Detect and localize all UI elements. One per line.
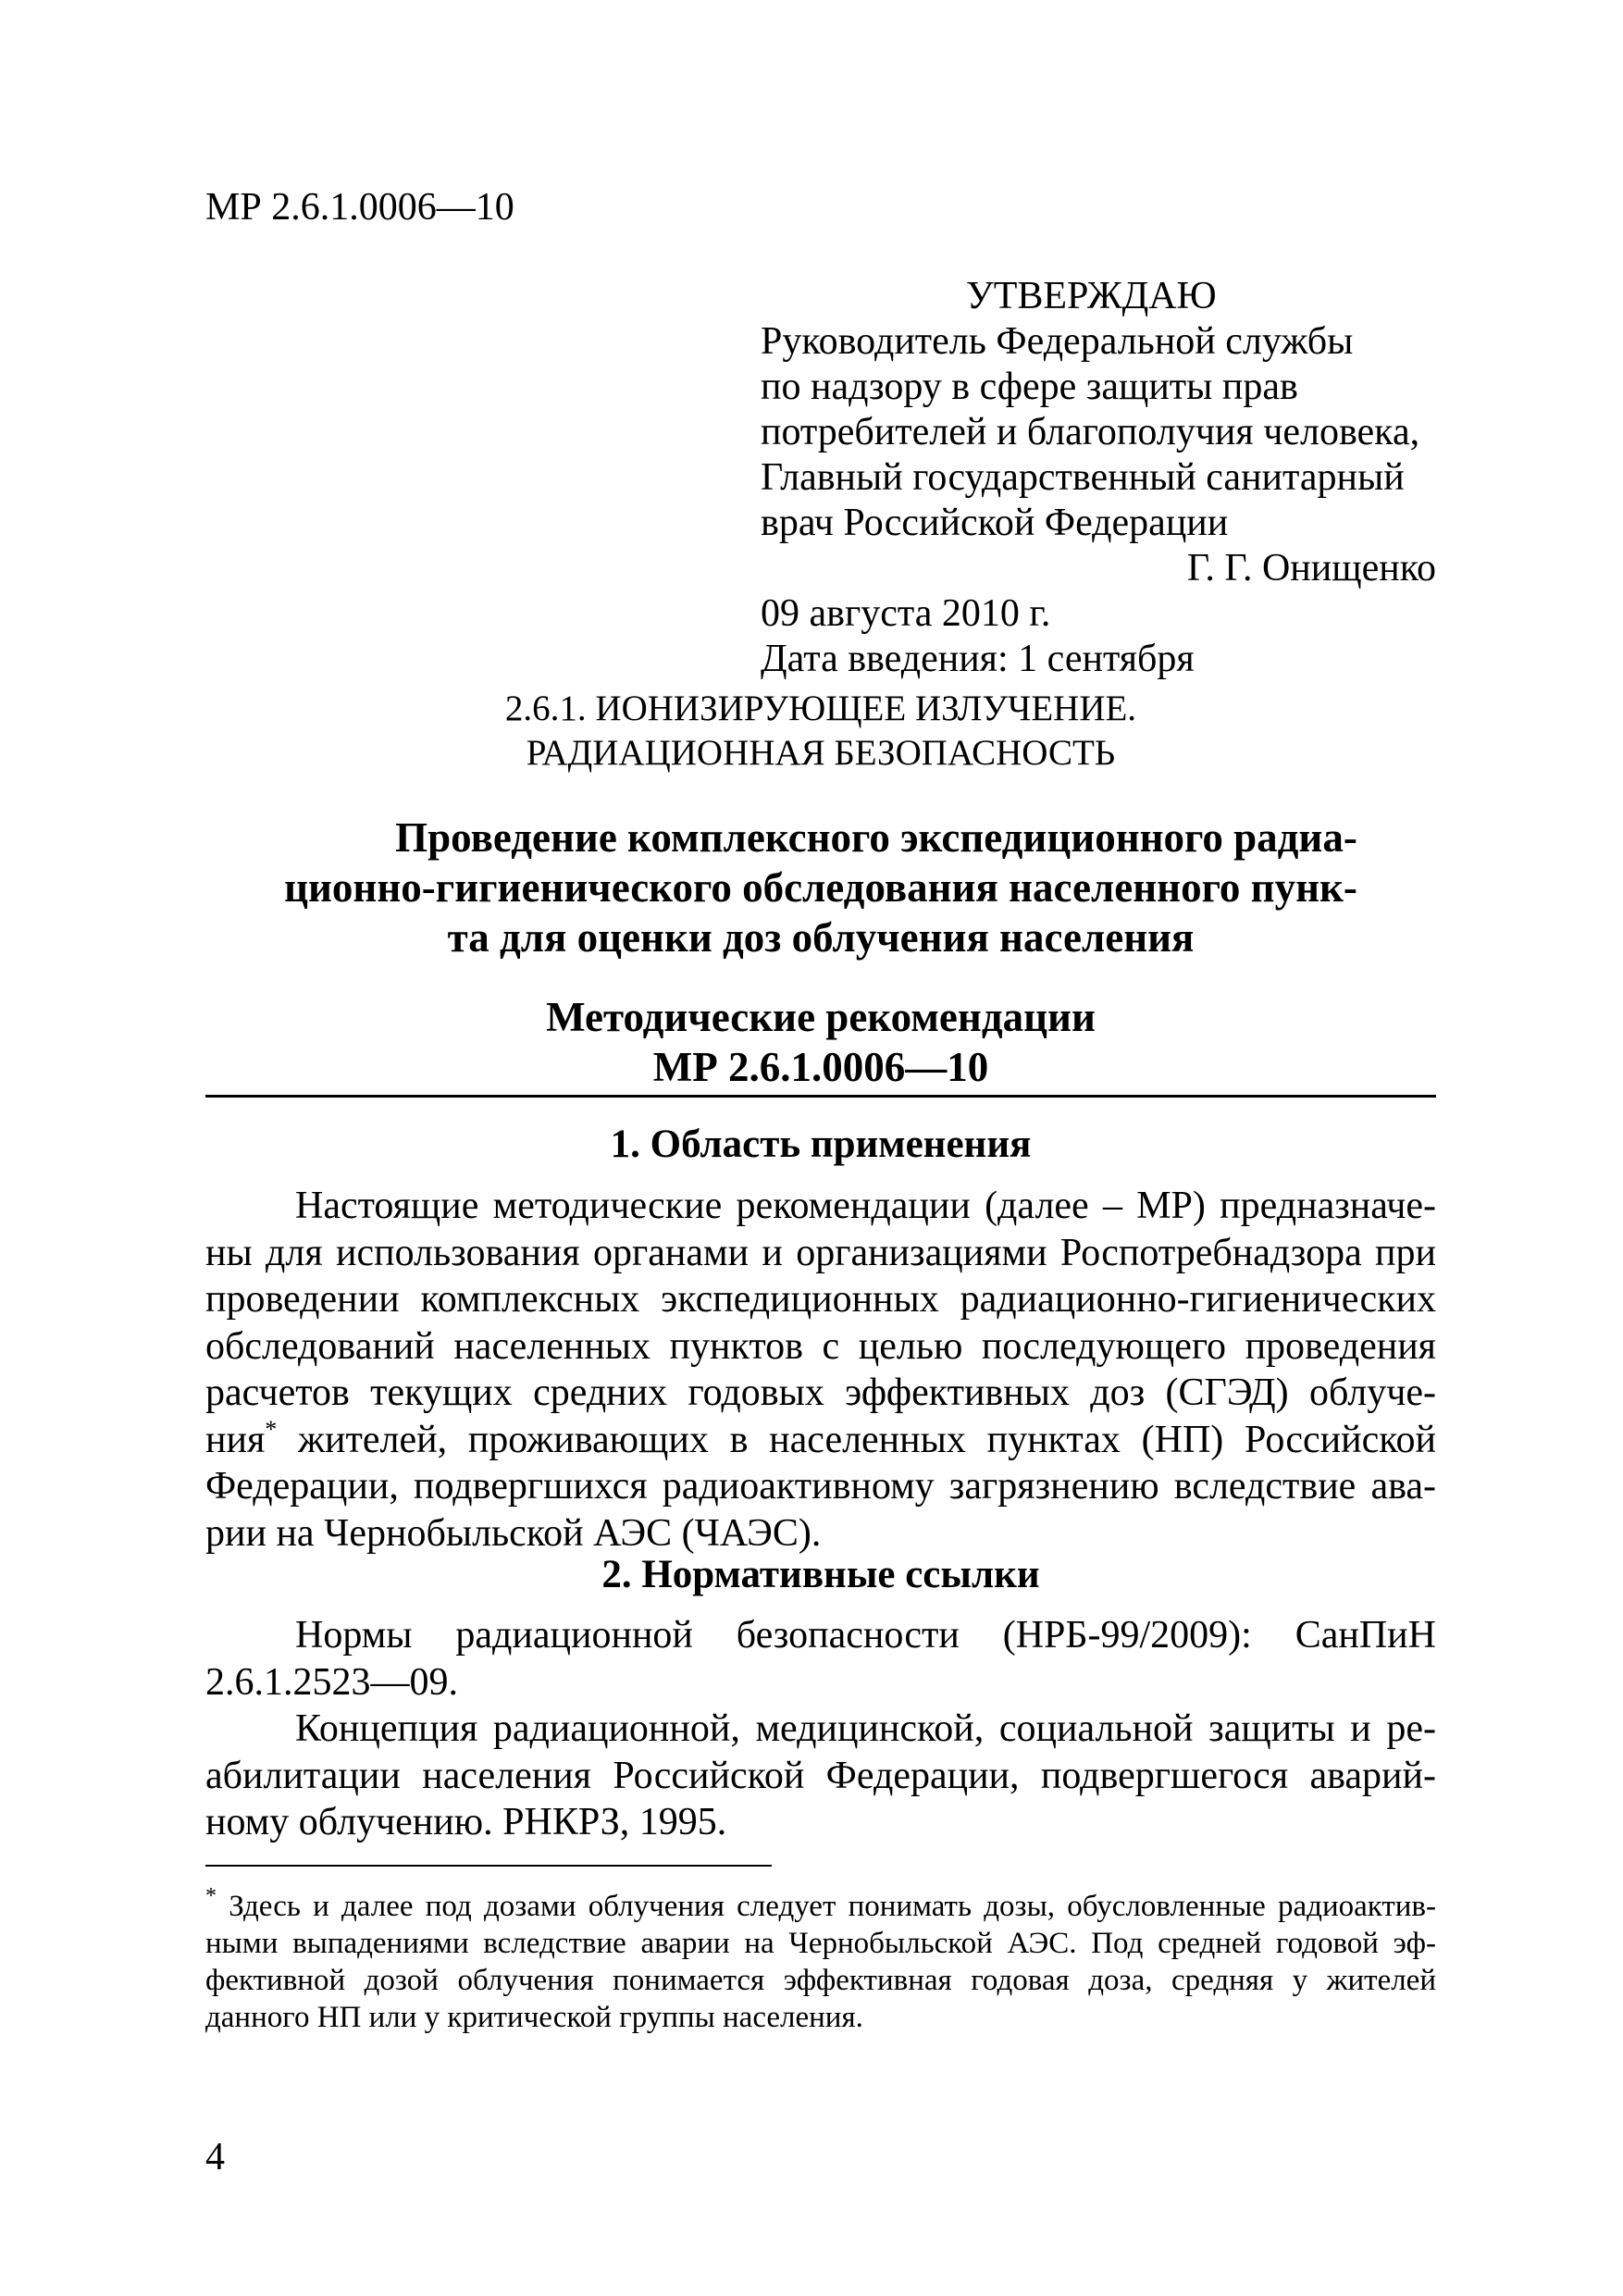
section-2-paragraph-2: [205, 1706, 1436, 1846]
page-number: 4: [205, 2136, 225, 2178]
paragraph-text: жителей, проживающих в населенных пунктах (НП) Российской: [277, 1418, 1436, 1461]
approval-signer: Г. Г. Онищенко: [1186, 547, 1436, 590]
footnote-line: данного НП или у критической группы населения.: [205, 2001, 863, 2034]
category-line: РАДИАЦИОННАЯ БЕЗОПАСНОСТЬ: [526, 733, 1116, 773]
paragraph-line: рии на Чернобыльской АЭС (ЧАЭС).: [205, 1511, 822, 1555]
paragraph-line: ному облучению. РНКРЗ, 1995.: [205, 1801, 727, 1843]
paragraph-text: ния: [205, 1418, 266, 1461]
title-divider: [205, 1095, 1436, 1098]
category-line: 2.6.1. ИОНИЗИРУЮЩЕЕ ИЗЛУЧЕНИЕ.: [504, 689, 1137, 728]
approval-line: потребителей и благополучия человека,: [761, 411, 1420, 453]
subtitle-line: Методические рекомендации: [546, 994, 1096, 1040]
approval-line: Руководитель Федеральной службы: [761, 320, 1354, 363]
approval-line: по надзору в сфере защиты прав: [761, 366, 1298, 408]
approval-line: Главный государственный санитарный: [761, 456, 1405, 499]
paragraph-line: 2.6.1.2523—09.: [205, 1660, 458, 1704]
approval-line: врач Российской Федерации: [761, 502, 1229, 544]
paragraph-line: Федерации, подвергшихся радиоактивному загрязнению вследствие ава-: [205, 1465, 1436, 1508]
footnote-line: фективной дозой облучения понимается эффективная годовая доза, средняя у жителей: [205, 1964, 1436, 1997]
paragraph-line: Концепция радиационной, медицинской, социальной защиты и ре-: [295, 1707, 1436, 1750]
paragraph-line: ны для использования органами и организациями Роспотребнадзора при: [205, 1231, 1436, 1274]
effective-date: Дата введения: 1 сентября: [761, 638, 1195, 680]
footnote-divider: [205, 1865, 772, 1867]
subtitle-code: МР 2.6.1.0006—10: [652, 1044, 989, 1090]
approval-date: 09 августа 2010 г.: [761, 592, 1051, 635]
title-line: та для оценки доз облучения населения: [447, 914, 1195, 961]
footnote-line: [205, 1884, 1436, 1925]
approval-block: [761, 274, 1436, 682]
title-line: Проведение комплексного экспедиционного радиа-: [395, 814, 1357, 861]
title-line: ционно-гигиенического обследования населенного пунк-: [284, 864, 1357, 911]
document-code: МР 2.6.1.0006—10: [205, 186, 514, 229]
approval-heading: УТВЕРЖДАЮ: [966, 275, 1217, 317]
footnote-text: Здесь и далее под дозами облучения следует понимать дозы, обусловленные радиоактив-: [217, 1890, 1436, 1923]
footnote: [205, 1884, 1436, 2036]
footnote-mark: *: [205, 1884, 217, 1908]
paragraph-line: Настоящие методические рекомендации (далее – МР) предназначе-: [295, 1185, 1436, 1227]
section-1-heading: 1. Область применения: [610, 1123, 1032, 1166]
paragraph-line: [205, 1417, 1436, 1464]
footnote-line: ными выпадениями вследствие аварии на Чернобыльской АЭС. Под средней годовой эф-: [205, 1927, 1436, 1960]
paragraph-line: расчетов текущих средних годовых эффективных доз (СГЭД) облуче-: [205, 1371, 1436, 1414]
document-category: [205, 687, 1436, 776]
footnote-reference: *: [265, 1415, 278, 1443]
document-title: [205, 813, 1436, 962]
paragraph-line: Нормы радиационной безопасности (НРБ-99/2009): СанПиН: [295, 1614, 1436, 1657]
section-2-heading: 2. Нормативные ссылки: [601, 1553, 1040, 1596]
section-2-paragraph-1: [205, 1612, 1436, 1706]
document-subtitle: [205, 992, 1436, 1092]
paragraph-line: абилитации населения Российской Федерации, подвергшегося аварий-: [205, 1754, 1436, 1797]
section-1-paragraph: [205, 1183, 1436, 1557]
paragraph-line: обследований населенных пунктов с целью последующего проведения: [205, 1324, 1436, 1368]
paragraph-line: проведении комплексных экспедиционных радиационно-гигиенических: [205, 1278, 1436, 1321]
